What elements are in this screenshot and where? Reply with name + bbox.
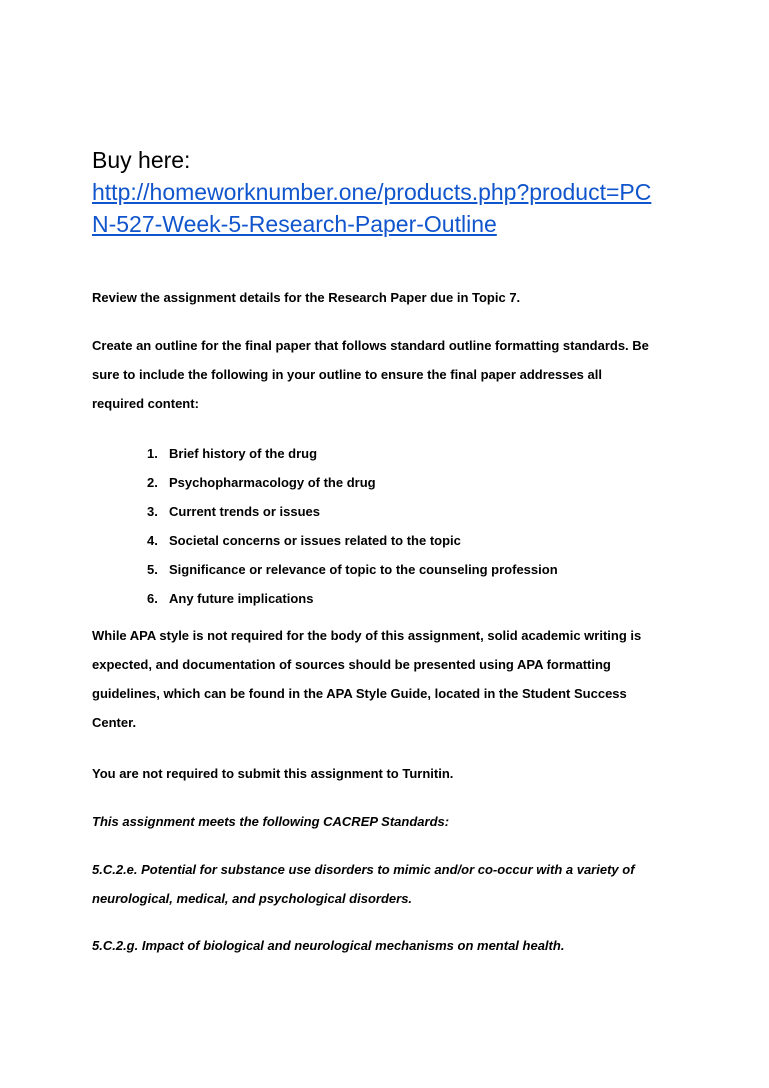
cacrep-heading: This assignment meets the following CACREP Standards: <box>92 814 450 829</box>
apa-note-line-3: guidelines, which can be found in the APA Style Guide, located in the Student Success <box>92 686 627 701</box>
cacrep-standard-5c2e <box>92 855 692 913</box>
apa-note <box>92 621 692 737</box>
turnitin-note: You are not required to submit this assignment to Turnitin. <box>92 766 454 781</box>
outline-items-list <box>147 439 558 613</box>
list-item: 1. Brief history of the drug <box>147 446 318 461</box>
outline-instructions-line-2: sure to include the following in your outline to ensure the final paper addresses all <box>92 367 602 382</box>
buy-here-label: Buy here: <box>92 147 191 173</box>
list-item: 5. Significance or relevance of topic to the counseling profession <box>147 562 558 577</box>
list-item: 4. Societal concerns or issues related to the topic <box>147 533 461 548</box>
apa-note-line-1: While APA style is not required for the body of this assignment, solid academic writing is <box>92 628 642 643</box>
list-item: 2. Psychopharmacology of the drug <box>147 475 376 490</box>
standard-1-line-2: neurological, medical, and psychological disorders. <box>92 891 413 906</box>
outline-instructions-line-1: Create an outline for the final paper that follows standard outline formatting standards. Be <box>92 338 649 353</box>
product-link[interactable] <box>92 176 692 240</box>
product-link-line-1[interactable]: http://homeworknumber.one/products.php?product=PC <box>92 179 652 205</box>
apa-note-line-4: Center. <box>92 715 137 730</box>
list-item: 3. Current trends or issues <box>147 504 320 519</box>
intro-paragraph: Review the assignment details for the Research Paper due in Topic 7. <box>92 290 521 305</box>
cacrep-standard-5c2g: 5.C.2.g. Impact of biological and neurological mechanisms on mental health. <box>92 938 565 953</box>
standard-1-line-1: 5.C.2.e. Potential for substance use disorders to mimic and/or co-occur with a variety of <box>92 862 635 877</box>
outline-instructions-line-3: required content: <box>92 396 199 411</box>
apa-note-line-2: expected, and documentation of sources should be presented using APA formatting <box>92 657 611 672</box>
outline-instructions <box>92 331 692 418</box>
list-item: 6. Any future implications <box>147 591 314 606</box>
product-link-line-2[interactable]: N-527-Week-5-Research-Paper-Outline <box>92 211 497 237</box>
